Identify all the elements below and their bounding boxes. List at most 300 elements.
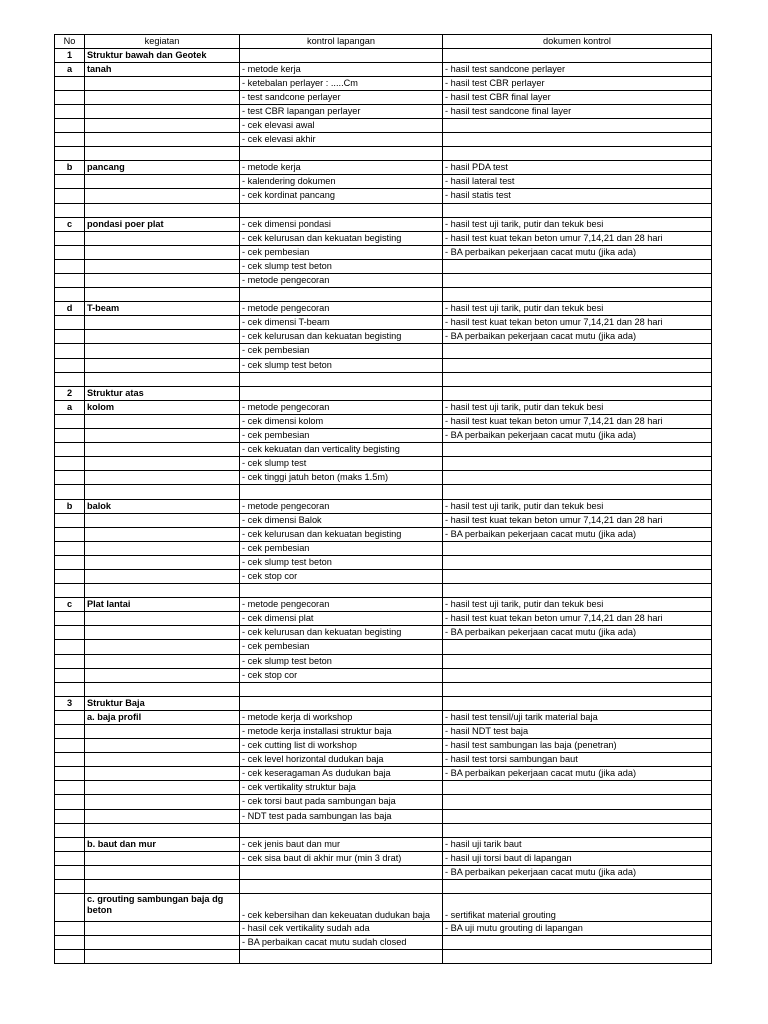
cell-no xyxy=(55,175,85,189)
cell-no xyxy=(55,245,85,259)
cell-kegiatan: Struktur atas xyxy=(85,386,240,400)
cell-kegiatan xyxy=(85,851,240,865)
table-body xyxy=(55,48,712,963)
table-row xyxy=(55,640,712,654)
cell-kontrol xyxy=(240,147,443,161)
cell-dokumen xyxy=(443,358,712,372)
cell-no xyxy=(55,274,85,288)
table-row xyxy=(55,175,712,189)
cell-kontrol: - cek dimensi pondasi xyxy=(240,217,443,231)
cell-dokumen xyxy=(443,118,712,132)
cell-dokumen xyxy=(443,443,712,457)
cell-kontrol: - cek kekuatan dan verticality begisting xyxy=(240,443,443,457)
cell-kegiatan xyxy=(85,429,240,443)
cell-kontrol: - cek keseragaman As dudukan baja xyxy=(240,767,443,781)
cell-kontrol xyxy=(240,48,443,62)
cell-kontrol: - cek tinggi jatuh beton (maks 1.5m) xyxy=(240,471,443,485)
cell-kegiatan xyxy=(85,640,240,654)
cell-kegiatan xyxy=(85,443,240,457)
cell-kegiatan xyxy=(85,189,240,203)
cell-no xyxy=(55,710,85,724)
cell-kegiatan xyxy=(85,823,240,837)
cell-kontrol: - cek level horizontal dudukan baja xyxy=(240,753,443,767)
table-row xyxy=(55,880,712,894)
table-row xyxy=(55,245,712,259)
cell-no xyxy=(55,414,85,428)
cell-kegiatan xyxy=(85,203,240,217)
cell-dokumen xyxy=(443,288,712,302)
header-kontrol: kontrol lapangan xyxy=(240,35,443,49)
cell-kontrol: - cek elevasi akhir xyxy=(240,133,443,147)
cell-kontrol: - metode pengecoran xyxy=(240,499,443,513)
cell-kontrol: - cek vertikality struktur baja xyxy=(240,781,443,795)
cell-kontrol xyxy=(240,682,443,696)
cell-kontrol: - cek dimensi T-beam xyxy=(240,316,443,330)
cell-dokumen: - BA uji mutu grouting di lapangan xyxy=(443,921,712,935)
cell-no xyxy=(55,316,85,330)
cell-no xyxy=(55,358,85,372)
cell-kontrol: - test sandcone perlayer xyxy=(240,90,443,104)
cell-dokumen xyxy=(443,795,712,809)
cell-kontrol: - NDT test pada sambungan las baja xyxy=(240,809,443,823)
cell-dokumen: - BA perbaikan pekerjaan cacat mutu (jika ada) xyxy=(443,865,712,879)
cell-kegiatan: a. baja profil xyxy=(85,710,240,724)
cell-dokumen xyxy=(443,274,712,288)
table-row xyxy=(55,654,712,668)
cell-kontrol: - cek torsi baut pada sambungan baja xyxy=(240,795,443,809)
cell-no: b xyxy=(55,161,85,175)
table-row xyxy=(55,274,712,288)
cell-dokumen: - hasil test sandcone final layer xyxy=(443,104,712,118)
cell-dokumen xyxy=(443,259,712,273)
cell-no xyxy=(55,429,85,443)
cell-no xyxy=(55,457,85,471)
cell-kontrol: - cek kelurusan dan kekuatan begisting xyxy=(240,626,443,640)
cell-no xyxy=(55,372,85,386)
table-row xyxy=(55,217,712,231)
cell-kontrol: - cek kordinat pancang xyxy=(240,189,443,203)
cell-no xyxy=(55,626,85,640)
cell-kontrol xyxy=(240,949,443,963)
cell-no xyxy=(55,682,85,696)
cell-kontrol: - cek kelurusan dan kekuatan begisting xyxy=(240,231,443,245)
cell-no xyxy=(55,753,85,767)
cell-kegiatan: Struktur Baja xyxy=(85,696,240,710)
header-dokumen: dokumen kontrol xyxy=(443,35,712,49)
cell-dokumen: - hasil test CBR perlayer xyxy=(443,76,712,90)
cell-dokumen xyxy=(443,640,712,654)
table-row xyxy=(55,104,712,118)
cell-kegiatan xyxy=(85,527,240,541)
cell-kegiatan xyxy=(85,541,240,555)
cell-no xyxy=(55,231,85,245)
table-row xyxy=(55,753,712,767)
cell-dokumen: - hasil test uji tarik, putir dan tekuk besi xyxy=(443,598,712,612)
table-row xyxy=(55,668,712,682)
cell-no xyxy=(55,668,85,682)
cell-kontrol: - ketebalan perlayer : .....Cm xyxy=(240,76,443,90)
cell-kegiatan xyxy=(85,809,240,823)
cell-kegiatan xyxy=(85,330,240,344)
cell-no xyxy=(55,725,85,739)
cell-no xyxy=(55,781,85,795)
cell-kontrol: - cek kelurusan dan kekuatan begisting xyxy=(240,330,443,344)
cell-no xyxy=(55,259,85,273)
cell-dokumen: - hasil statis test xyxy=(443,189,712,203)
cell-dokumen xyxy=(443,682,712,696)
cell-kegiatan xyxy=(85,513,240,527)
table-row xyxy=(55,837,712,851)
inspection-table xyxy=(54,34,712,964)
cell-no xyxy=(55,809,85,823)
cell-no xyxy=(55,767,85,781)
cell-kontrol: - test CBR lapangan perlayer xyxy=(240,104,443,118)
cell-kontrol: - metode pengecoran xyxy=(240,598,443,612)
cell-dokumen xyxy=(443,809,712,823)
table-row xyxy=(55,809,712,823)
table-row xyxy=(55,710,712,724)
cell-no: d xyxy=(55,302,85,316)
table-row xyxy=(55,781,712,795)
cell-kegiatan xyxy=(85,90,240,104)
cell-dokumen xyxy=(443,823,712,837)
table-row xyxy=(55,612,712,626)
table-row xyxy=(55,161,712,175)
cell-dokumen: - hasil uji tarik baut xyxy=(443,837,712,851)
cell-kegiatan xyxy=(85,147,240,161)
cell-kontrol: - metode kerja di workshop xyxy=(240,710,443,724)
table-row xyxy=(55,76,712,90)
table-row xyxy=(55,429,712,443)
cell-kegiatan xyxy=(85,739,240,753)
cell-kegiatan xyxy=(85,682,240,696)
cell-kontrol: - cek pembesian xyxy=(240,245,443,259)
cell-kontrol: - cek cutting list di workshop xyxy=(240,739,443,753)
cell-dokumen: - hasil test kuat tekan beton umur 7,14,21 dan 28 hari xyxy=(443,414,712,428)
table-row xyxy=(55,330,712,344)
table-row xyxy=(55,259,712,273)
cell-dokumen xyxy=(443,386,712,400)
cell-kegiatan xyxy=(85,414,240,428)
cell-kontrol: - BA perbaikan cacat mutu sudah closed xyxy=(240,935,443,949)
cell-no xyxy=(55,147,85,161)
cell-no xyxy=(55,584,85,598)
cell-dokumen xyxy=(443,372,712,386)
cell-dokumen: - hasil test torsi sambungan baut xyxy=(443,753,712,767)
cell-dokumen: - sertifikat material grouting xyxy=(443,894,712,922)
cell-no: c xyxy=(55,217,85,231)
cell-dokumen: - hasil test sandcone perlayer xyxy=(443,62,712,76)
cell-kegiatan: Plat lantai xyxy=(85,598,240,612)
table-row xyxy=(55,372,712,386)
cell-dokumen: - hasil test kuat tekan beton umur 7,14,21 dan 28 hari xyxy=(443,231,712,245)
cell-kontrol: - cek stop cor xyxy=(240,668,443,682)
cell-kegiatan: b. baut dan mur xyxy=(85,837,240,851)
cell-kegiatan xyxy=(85,274,240,288)
cell-no: 3 xyxy=(55,696,85,710)
cell-no xyxy=(55,654,85,668)
cell-kegiatan: T-beam xyxy=(85,302,240,316)
header-kegiatan: kegiatan xyxy=(85,35,240,49)
table-row xyxy=(55,696,712,710)
cell-kegiatan xyxy=(85,949,240,963)
cell-kegiatan xyxy=(85,795,240,809)
cell-kegiatan xyxy=(85,654,240,668)
cell-kegiatan: balok xyxy=(85,499,240,513)
cell-kegiatan xyxy=(85,358,240,372)
cell-dokumen xyxy=(443,668,712,682)
cell-kontrol: - cek slump test beton xyxy=(240,259,443,273)
table-row xyxy=(55,485,712,499)
cell-kegiatan xyxy=(85,725,240,739)
cell-kontrol: - cek pembesian xyxy=(240,344,443,358)
cell-kontrol: - cek elevasi awal xyxy=(240,118,443,132)
table-row xyxy=(55,48,712,62)
cell-dokumen xyxy=(443,471,712,485)
cell-no xyxy=(55,555,85,569)
cell-no xyxy=(55,90,85,104)
table-row xyxy=(55,851,712,865)
cell-dokumen xyxy=(443,584,712,598)
cell-kontrol: - cek slump test xyxy=(240,457,443,471)
cell-no xyxy=(55,330,85,344)
table-row xyxy=(55,894,712,922)
cell-kegiatan xyxy=(85,288,240,302)
cell-no: 1 xyxy=(55,48,85,62)
table-row xyxy=(55,767,712,781)
cell-no xyxy=(55,189,85,203)
cell-no xyxy=(55,104,85,118)
cell-no xyxy=(55,569,85,583)
cell-kegiatan: Struktur bawah dan Geotek xyxy=(85,48,240,62)
cell-kontrol xyxy=(240,584,443,598)
cell-dokumen xyxy=(443,935,712,949)
cell-kegiatan: pondasi poer plat xyxy=(85,217,240,231)
table-row xyxy=(55,555,712,569)
cell-kontrol: - cek dimensi Balok xyxy=(240,513,443,527)
cell-dokumen xyxy=(443,485,712,499)
cell-kegiatan xyxy=(85,584,240,598)
cell-kontrol xyxy=(240,865,443,879)
cell-kegiatan xyxy=(85,612,240,626)
cell-kontrol: - cek pembesian xyxy=(240,541,443,555)
cell-dokumen: - hasil test tensil/uji tarik material baja xyxy=(443,710,712,724)
cell-no xyxy=(55,795,85,809)
cell-kontrol: - metode pengecoran xyxy=(240,400,443,414)
cell-no xyxy=(55,471,85,485)
cell-kegiatan xyxy=(85,668,240,682)
cell-kegiatan: c. grouting sambungan baja dg beton xyxy=(85,894,240,922)
cell-dokumen: - hasil test kuat tekan beton umur 7,14,21 dan 28 hari xyxy=(443,513,712,527)
cell-dokumen: - BA perbaikan pekerjaan cacat mutu (jika ada) xyxy=(443,626,712,640)
cell-no xyxy=(55,612,85,626)
table-row xyxy=(55,471,712,485)
cell-dokumen: - BA perbaikan pekerjaan cacat mutu (jika ada) xyxy=(443,767,712,781)
cell-dokumen xyxy=(443,344,712,358)
cell-kontrol xyxy=(240,823,443,837)
cell-dokumen: - hasil test uji tarik, putir dan tekuk besi xyxy=(443,400,712,414)
cell-dokumen xyxy=(443,880,712,894)
cell-kegiatan xyxy=(85,485,240,499)
cell-no xyxy=(55,118,85,132)
table-row xyxy=(55,795,712,809)
cell-dokumen xyxy=(443,696,712,710)
table-row xyxy=(55,569,712,583)
cell-dokumen xyxy=(443,457,712,471)
cell-no: c xyxy=(55,598,85,612)
cell-dokumen xyxy=(443,133,712,147)
cell-kontrol: - cek dimensi plat xyxy=(240,612,443,626)
cell-kontrol: - cek jenis baut dan mur xyxy=(240,837,443,851)
cell-kegiatan xyxy=(85,245,240,259)
cell-kegiatan xyxy=(85,118,240,132)
cell-dokumen xyxy=(443,147,712,161)
cell-kontrol xyxy=(240,288,443,302)
table-row xyxy=(55,288,712,302)
cell-kegiatan xyxy=(85,935,240,949)
cell-no xyxy=(55,949,85,963)
cell-kegiatan xyxy=(85,921,240,935)
cell-kontrol: - metode kerja xyxy=(240,62,443,76)
cell-kontrol xyxy=(240,372,443,386)
cell-dokumen: - hasil NDT test baja xyxy=(443,725,712,739)
table-row xyxy=(55,499,712,513)
cell-kontrol: - kalendering dokumen xyxy=(240,175,443,189)
cell-kontrol xyxy=(240,485,443,499)
cell-no: a xyxy=(55,62,85,76)
table-row xyxy=(55,682,712,696)
table-row xyxy=(55,414,712,428)
cell-dokumen xyxy=(443,949,712,963)
table-row xyxy=(55,935,712,949)
cell-dokumen xyxy=(443,654,712,668)
table-row xyxy=(55,90,712,104)
table-row xyxy=(55,62,712,76)
table-row xyxy=(55,513,712,527)
cell-no xyxy=(55,76,85,90)
table-row xyxy=(55,949,712,963)
cell-no xyxy=(55,344,85,358)
cell-no xyxy=(55,541,85,555)
cell-kegiatan xyxy=(85,767,240,781)
cell-kegiatan xyxy=(85,175,240,189)
cell-kegiatan: tanah xyxy=(85,62,240,76)
cell-dokumen xyxy=(443,203,712,217)
cell-kegiatan xyxy=(85,259,240,273)
cell-no xyxy=(55,880,85,894)
cell-kontrol: - metode kerja installasi struktur baja xyxy=(240,725,443,739)
header-no: No xyxy=(55,35,85,49)
cell-kontrol: - cek dimensi kolom xyxy=(240,414,443,428)
cell-kegiatan xyxy=(85,316,240,330)
cell-kontrol: - hasil cek vertikality sudah ada xyxy=(240,921,443,935)
cell-kontrol: - cek kebersihan dan kekeuatan dudukan baja xyxy=(240,894,443,922)
table-row xyxy=(55,457,712,471)
cell-kontrol xyxy=(240,386,443,400)
table-row xyxy=(55,541,712,555)
cell-no xyxy=(55,865,85,879)
table-row xyxy=(55,443,712,457)
cell-kegiatan: pancang xyxy=(85,161,240,175)
cell-dokumen: - hasil test uji tarik, putir dan tekuk besi xyxy=(443,302,712,316)
cell-dokumen: - hasil PDA test xyxy=(443,161,712,175)
cell-no xyxy=(55,288,85,302)
cell-no xyxy=(55,513,85,527)
cell-no xyxy=(55,851,85,865)
table-row xyxy=(55,725,712,739)
table-row xyxy=(55,921,712,935)
cell-kegiatan xyxy=(85,865,240,879)
cell-kontrol: - metode pengecoran xyxy=(240,302,443,316)
table-row xyxy=(55,302,712,316)
cell-kegiatan xyxy=(85,231,240,245)
cell-no xyxy=(55,837,85,851)
cell-no: 2 xyxy=(55,386,85,400)
cell-no xyxy=(55,921,85,935)
cell-kegiatan xyxy=(85,569,240,583)
table-row xyxy=(55,527,712,541)
table-row xyxy=(55,133,712,147)
cell-dokumen xyxy=(443,781,712,795)
cell-dokumen xyxy=(443,569,712,583)
cell-no xyxy=(55,823,85,837)
cell-dokumen xyxy=(443,541,712,555)
table-row xyxy=(55,147,712,161)
cell-no xyxy=(55,203,85,217)
cell-kegiatan xyxy=(85,344,240,358)
table-row xyxy=(55,823,712,837)
cell-kegiatan xyxy=(85,555,240,569)
table-row xyxy=(55,400,712,414)
cell-dokumen: - hasil lateral test xyxy=(443,175,712,189)
cell-kontrol: - metode pengecoran xyxy=(240,274,443,288)
cell-dokumen: - BA perbaikan pekerjaan cacat mutu (jika ada) xyxy=(443,429,712,443)
cell-no xyxy=(55,443,85,457)
cell-kontrol xyxy=(240,696,443,710)
cell-kontrol: - cek slump test beton xyxy=(240,654,443,668)
cell-dokumen: - BA perbaikan pekerjaan cacat mutu (jika ada) xyxy=(443,245,712,259)
table-row xyxy=(55,386,712,400)
cell-kegiatan: kolom xyxy=(85,400,240,414)
table-row xyxy=(55,118,712,132)
cell-no xyxy=(55,640,85,654)
cell-dokumen: - BA perbaikan pekerjaan cacat mutu (jika ada) xyxy=(443,330,712,344)
cell-kegiatan xyxy=(85,781,240,795)
cell-dokumen: - hasil test sambungan las baja (penetran) xyxy=(443,739,712,753)
cell-no: b xyxy=(55,499,85,513)
table-row xyxy=(55,344,712,358)
cell-kegiatan xyxy=(85,626,240,640)
cell-kegiatan xyxy=(85,133,240,147)
cell-dokumen: - hasil uji torsi baut di lapangan xyxy=(443,851,712,865)
table-row xyxy=(55,231,712,245)
cell-kontrol: - cek slump test beton xyxy=(240,358,443,372)
cell-kontrol: - cek stop cor xyxy=(240,569,443,583)
cell-dokumen xyxy=(443,555,712,569)
cell-kontrol: - cek kelurusan dan kekuatan begisting xyxy=(240,527,443,541)
cell-dokumen xyxy=(443,48,712,62)
cell-dokumen: - hasil test kuat tekan beton umur 7,14,21 dan 28 hari xyxy=(443,612,712,626)
table-row xyxy=(55,316,712,330)
cell-dokumen: - BA perbaikan pekerjaan cacat mutu (jika ada) xyxy=(443,527,712,541)
cell-kegiatan xyxy=(85,471,240,485)
cell-kontrol: - cek pembesian xyxy=(240,640,443,654)
table-row xyxy=(55,598,712,612)
cell-kontrol xyxy=(240,203,443,217)
header-row xyxy=(55,35,712,49)
cell-dokumen: - hasil test uji tarik, putir dan tekuk besi xyxy=(443,217,712,231)
cell-no xyxy=(55,485,85,499)
